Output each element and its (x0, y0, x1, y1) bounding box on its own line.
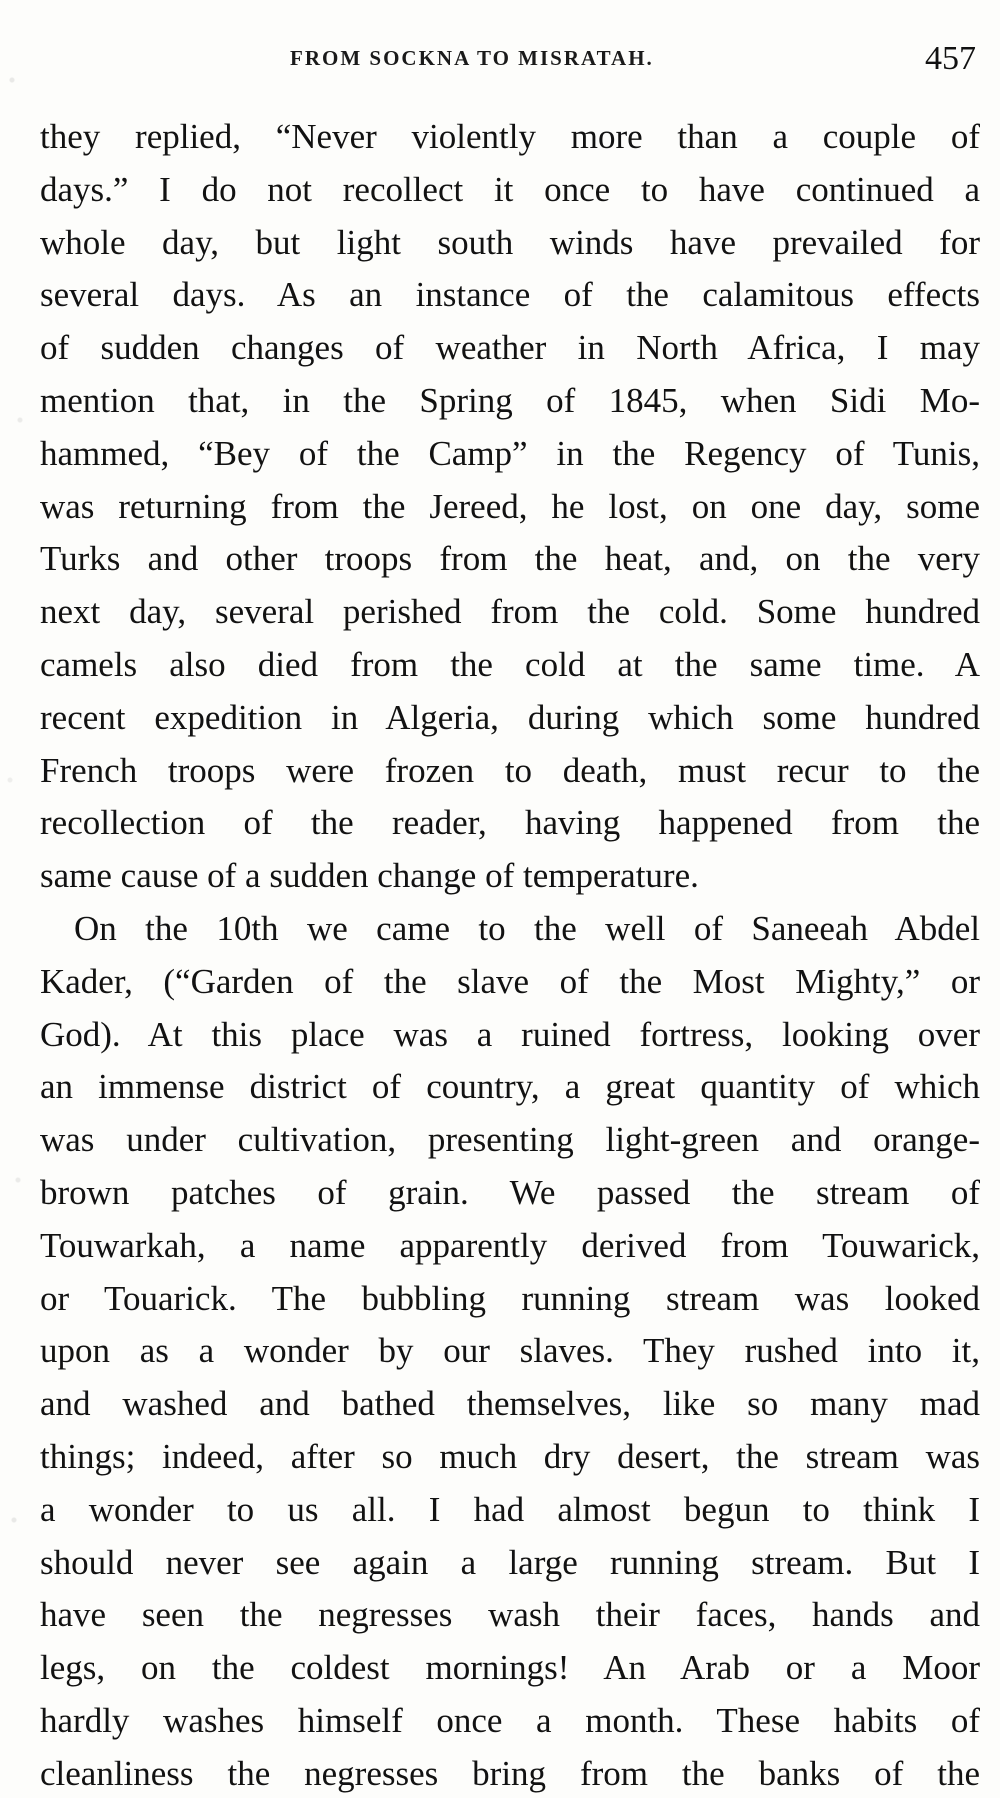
text-line: French troops were frozen to death, must recur to the (40, 750, 980, 790)
text-line: recollection of the reader, having happened from the (40, 803, 980, 843)
page-gutter (0, 0, 40, 1798)
text-line: and washed and bathed themselves, like so many mad (40, 1384, 980, 1424)
page-number: 457 (925, 40, 976, 77)
text-line: mention that, in the Spring of 1845, when Sidi Mo- (40, 380, 980, 420)
text-line: Touwarkah, a name apparently derived from Touwarick, (40, 1225, 980, 1265)
text-line: days.” I do not recollect it once to have continued a (40, 169, 980, 209)
text-line: cleanliness the negresses bring from the banks of the (40, 1753, 980, 1793)
text-line: whole day, but light south winds have prevailed for (40, 222, 980, 262)
text-line: brown patches of grain. We passed the stream of (40, 1172, 980, 1212)
text-line: things; indeed, after so much dry desert, the stream was (40, 1436, 980, 1476)
text-line: a wonder to us all. I had almost begun to think I (40, 1489, 980, 1529)
text-line: God). At this place was a ruined fortress, looking over (40, 1014, 980, 1054)
text-line: have seen the negresses wash their faces, hands and (40, 1595, 980, 1635)
running-head: FROM SOCKNA TO MISRATAH. (290, 46, 654, 70)
text-line: was under cultivation, presenting light-green and orange- (40, 1120, 980, 1160)
text-line: Kader, (“Garden of the slave of the Most Mighty,” or (40, 961, 980, 1001)
text-line: they replied, “Never violently more than a couple of (40, 117, 980, 156)
paragraph (40, 903, 980, 1801)
text-line: On the 10th we came to the well of Saneeah Abdel (74, 908, 980, 948)
text-line: hardly washes himself once a month. These habits of (40, 1700, 980, 1740)
text-line: of sudden changes of weather in North Africa, I may (40, 328, 980, 368)
text-line: next day, several perished from the cold. Some hundred (40, 592, 980, 632)
text-line: was returning from the Jereed, he lost, on one day, some (40, 486, 980, 526)
text-line: upon as a wonder by our slaves. They rushed into it, (40, 1331, 980, 1371)
text-line: should never see again a large running stream. But I (40, 1542, 980, 1582)
text-line: same cause of a sudden change of temperature. (40, 856, 699, 896)
page-header (0, 42, 1000, 92)
text-line: or Touarick. The bubbling running stream was looked (40, 1278, 980, 1318)
text-line: legs, on the coldest mornings! An Arab or a Moor (40, 1648, 980, 1688)
text-line: recent expedition in Algeria, during which some hundred (40, 697, 980, 737)
text-line: several days. As an instance of the calamitous effects (40, 275, 980, 315)
paragraph (40, 111, 980, 903)
text-line: hammed, “Bey of the Camp” in the Regency of Tunis, (40, 433, 980, 473)
text-line: Turks and other troops from the heat, and, on the very (40, 539, 980, 579)
body-text (40, 111, 980, 1801)
text-line: an immense district of country, a great quantity of which (40, 1067, 980, 1107)
text-line: camels also died from the cold at the same time. A (40, 644, 980, 684)
